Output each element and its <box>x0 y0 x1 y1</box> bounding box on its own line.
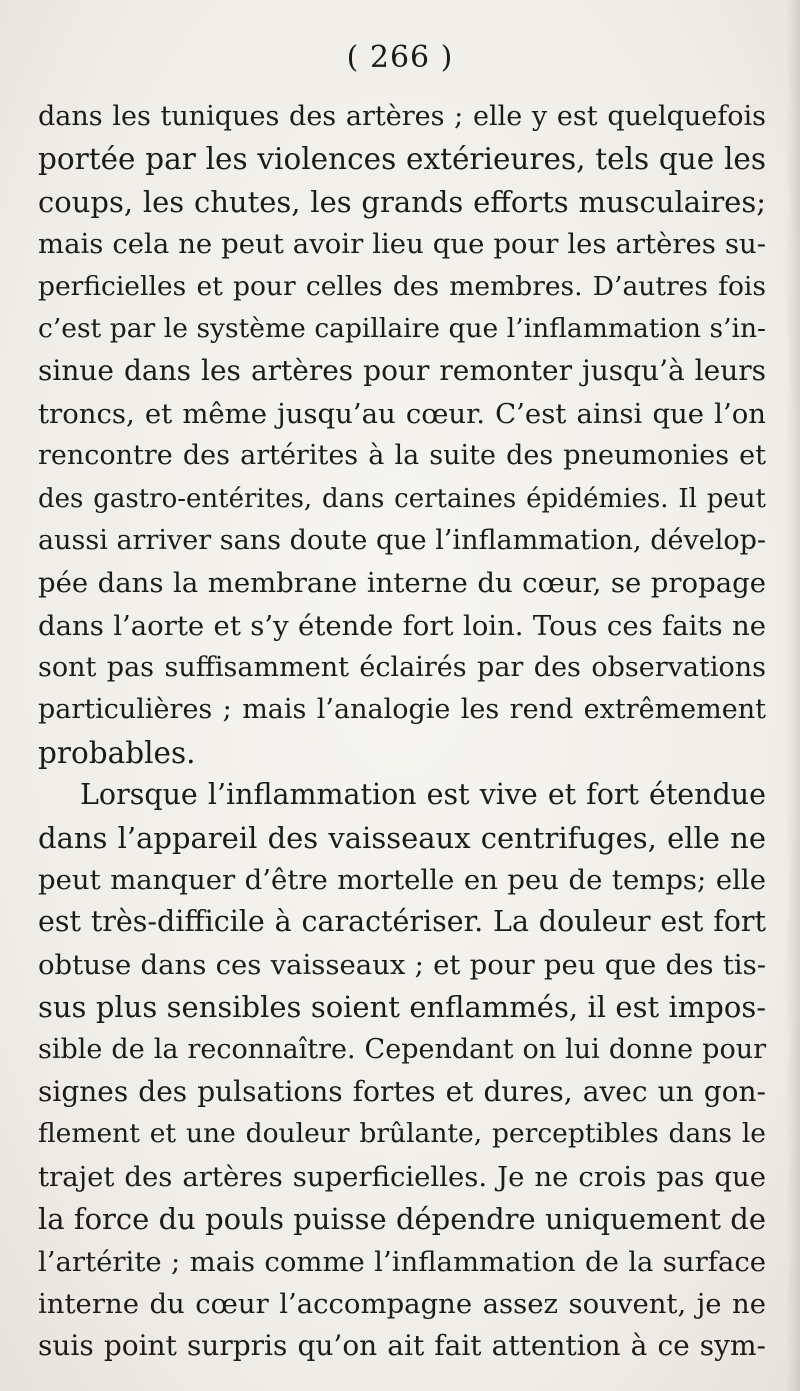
text-line: perficielles et pour celles des membres. D’autres fois <box>38 270 766 302</box>
text-line: sont pas suffisamment éclairés par des observations <box>38 652 766 684</box>
paragraph-end-line: probables. <box>38 735 196 770</box>
text-line: pée dans la membrane interne du cœur, se propage <box>38 567 766 600</box>
text-line: particulières ; mais l’analogie les rend extrêmement <box>38 694 766 726</box>
text-line: sible de la reconnaître. Cependant on lui donne pour <box>38 1033 766 1065</box>
text-line: la force du pouls puisse dépendre uniquement de <box>38 1202 766 1237</box>
text-line: coups, les chutes, les grands efforts musculaires; <box>38 184 766 219</box>
text-line: portée par les violences extérieures, tels que les <box>38 142 766 177</box>
text-line: suis point surpris qu’on ait fait attention à ce sym- <box>38 1329 766 1363</box>
text-line: c’est par le système capillaire que l’inflammation s’in- <box>38 312 766 344</box>
text-line: sinue dans les artères pour remonter jusqu’à leurs <box>38 354 766 388</box>
page-number: ( 266 ) <box>346 40 454 75</box>
text-line: des gastro-entérites, dans certaines épidémies. Il peut <box>38 483 766 514</box>
text-line: est très-difficile à caractériser. La douleur est fort <box>38 905 766 939</box>
text-line: dans l’appareil des vaisseaux centrifuges, elle ne <box>38 820 766 855</box>
text-line: flement et une douleur brûlante, perceptibles dans le <box>38 1118 766 1150</box>
text-line: dans les tuniques des artères ; elle y est quelquefois <box>38 101 766 132</box>
text-line: troncs, et même jusqu’au cœur. C’est ainsi que l’on <box>38 397 766 430</box>
text-line: l’artérite ; mais comme l’inflammation de la surface <box>38 1245 766 1278</box>
text-line: obtuse dans ces vaisseaux ; et pour peu que des tis- <box>38 948 766 981</box>
text-line: signes des pulsations fortes et dures, avec un gon- <box>38 1074 766 1108</box>
body-text <box>38 96 766 1368</box>
text-line: trajet des artères superficielles. Je ne crois pas que <box>38 1160 766 1193</box>
text-line: mais cela ne peut avoir lieu que pour les artères su- <box>38 228 766 261</box>
text-line: peut manquer d’être mortelle en peu de temps; elle <box>38 864 766 897</box>
text-line: rencontre des artérites à la suite des pneumonies et <box>38 440 766 472</box>
paragraph-start-line: Lorsque l’inflammation est vive et fort étendue <box>80 778 766 812</box>
text-line: aussi arriver sans doute que l’inflammation, dévelop- <box>38 524 766 556</box>
page-edge-shadow <box>786 0 800 1391</box>
text-line: dans l’aorte et s’y étende fort loin. Tous ces faits ne <box>38 609 766 642</box>
text-line: interne du cœur l’accompagne assez souvent, je ne <box>38 1287 766 1320</box>
text-line: sus plus sensibles soient enflammés, il est impos- <box>38 990 766 1025</box>
